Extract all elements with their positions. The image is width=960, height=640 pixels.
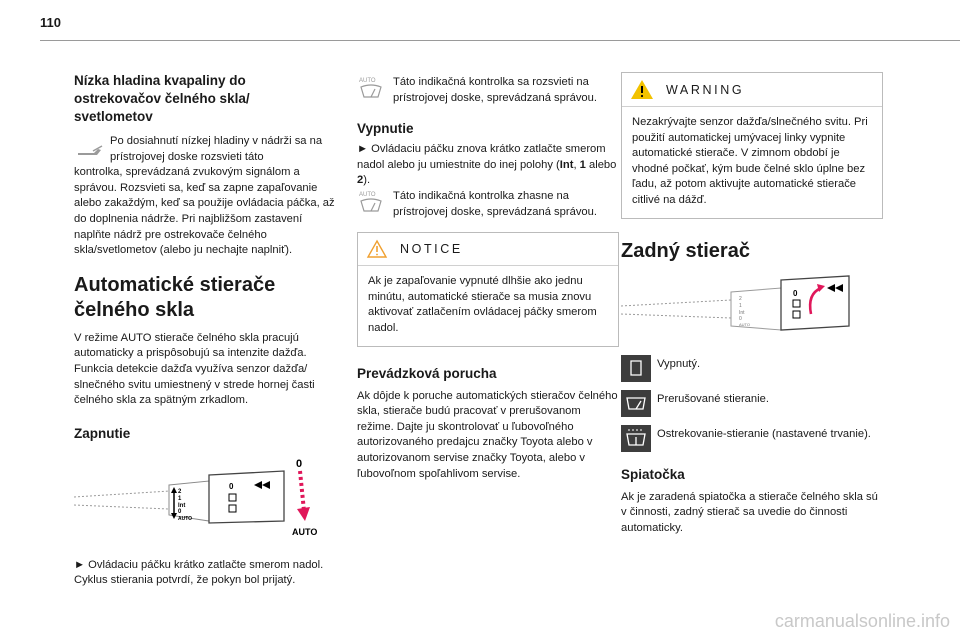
auto-wiper-indicator-icon	[357, 75, 389, 103]
svg-text:AUTO: AUTO	[359, 78, 376, 84]
auto-wipers-text: V režime AUTO stierače čelného skla pracujú automaticky a prispôsobujú sa intenzite dažďa. Funkcia detekcie dažďa využíva senzor dažďa/ slnečného svitu umiestnený v strede hornej časti čelného skla za spätným zrkadlom.	[74, 331, 315, 407]
rear-wiper-title: Zadný stierač	[621, 239, 750, 262]
washer-fluid-icon	[74, 138, 106, 166]
rear-lever-mark-int: Int	[739, 309, 745, 316]
notice-title: NOTICE	[400, 242, 463, 257]
notice-triangle-icon	[366, 239, 388, 259]
porucha-title: Prevádzková porucha	[357, 365, 497, 381]
rear-lever-tip-mark: 0	[793, 288, 798, 298]
lever-mark-int: Int	[178, 502, 186, 509]
warning-header	[622, 73, 882, 107]
press-auto-label: AUTO	[292, 526, 318, 537]
rear-wash-wipe-icon	[621, 425, 651, 452]
rear-lever-mark-1: 1	[739, 302, 742, 309]
zapnutie-text: ► Ovládaciu páčku krátko zatlačte smerom nadol. Cyklus stierania potvrdí, že pokyn bol prijatý.	[74, 558, 324, 587]
rear-lever-mark-2: 2	[739, 295, 742, 302]
notice-text: Ak je zapaľovanie vypnuté dlhšie ako jednu minútu, automatické stierače sa musia znovu aktivovať zatlačením ovládacej páčky smerom nadol.	[368, 275, 597, 334]
vypnutie-title: Vypnutie	[357, 121, 414, 137]
rear-lever-mark-auto: AUTO	[739, 321, 751, 327]
rear-wiper-off-icon	[621, 355, 651, 382]
lever-mark-1: 1	[178, 495, 182, 502]
watermark: carmanualsonline.info	[774, 611, 950, 631]
legend-text-off: Vypnutý.	[657, 357, 701, 370]
zapnutie-title: Zapnutie	[74, 425, 131, 441]
legend-item-intermittent	[621, 390, 883, 417]
low-fluid-text: kontrolka, sprevádzaná zvukovým signálom a správou. Rozsvieti sa, keď sa zapne zapaľovanie alebo zakaždým, keď sa použije ovládacia páčka, až do doplnenia nádrže. Pri najbližšom zastavení naplňte nádrž pre ostrekovače čelného skla/svetlometov (alebo ju nechajte naplniť).	[74, 166, 335, 257]
column-middle	[357, 72, 619, 482]
header-rule	[40, 40, 960, 41]
column-left	[74, 72, 336, 589]
warning-text: Nezakrývajte senzor dažďa/slnečného svitu. Pri použití automatickej umývacej linky vypnite automatické stierače. V zimnom období je vhodné počkať, kým bude čelné sklo úplne bez ľadu, až potom aktivujte automatické stierače citlivé na dážď.	[632, 116, 868, 206]
warning-box	[621, 72, 883, 219]
auto-wiper-indicator-off-icon	[357, 189, 389, 217]
porucha-text: Ak dôjde k poruche automatických stieračov čelného skla, stierače budú pracovať v prerušovanom režime. Dajte ju skontrolovať u ľubovoľného autorizovaného predajcu značky Toyota alebo v autorizovanom servise značky Toyota, alebo v ľubovoľnom spoľahlivom servise.	[357, 389, 618, 480]
warning-triangle-icon	[630, 79, 654, 100]
lamp-off-paragraph	[357, 189, 619, 220]
legend-item-wash	[621, 425, 883, 452]
rear-wiper-lever-illustration	[621, 270, 883, 342]
spiatocka-title: Spiatočka	[621, 466, 685, 482]
notice-header	[358, 233, 618, 266]
rear-wiper-legend	[621, 355, 883, 452]
page-number: 110	[40, 15, 61, 30]
lever-mark-auto: AUTO	[178, 515, 193, 522]
lever-tip-mark: 0	[229, 481, 234, 491]
low-fluid-paragraph	[74, 134, 336, 259]
lever-mark-2: 2	[178, 488, 182, 495]
rear-wiper-intermittent-icon	[621, 390, 651, 417]
lamp-on-text: Táto indikačná kontrolka sa rozsvieti na prístrojovej doske, sprevádzaná správou.	[393, 76, 597, 104]
lamp-off-text: Táto indikačná kontrolka zhasne na prístrojovej doske, sprevádzaná správou.	[393, 189, 597, 218]
press-zero-label: 0	[296, 457, 303, 470]
lamp-on-paragraph	[357, 75, 619, 106]
svg-text:AUTO: AUTO	[359, 191, 376, 198]
lever-mark-0: 0	[178, 508, 182, 515]
section-low-fluid-title: Nízka hladina kvapaliny do ostrekovačov čelného skla/ svetlometov	[74, 73, 250, 124]
vypnutie-text: ► Ovládaciu páčku znova krátko zatlačte smerom nadol alebo ju umiestnite do inej polohy (Int, 1 alebo 2).	[357, 143, 617, 187]
section-auto-wipers-title: Automatické stierače čelného skla	[74, 273, 276, 321]
legend-text-intermittent: Prerušované stieranie.	[657, 392, 769, 405]
spiatocka-text: Ak je zaradená spiatočka a stierače čelného skla sú v činnosti, zadný stierač sa uvedie do činnosti automaticky.	[621, 490, 878, 534]
rear-lever-mark-0: 0	[739, 315, 742, 322]
legend-text-wash: Ostrekovanie-stieranie (nastavené trvanie).	[657, 427, 871, 440]
low-fluid-lead: Po dosiahnutí nízkej hladiny v nádrži sa na prístrojovej doske rozsvieti táto	[110, 135, 323, 163]
notice-box	[357, 232, 619, 346]
column-right	[621, 72, 883, 536]
wiper-lever-press-illustration	[74, 449, 336, 539]
warning-title: WARNING	[666, 82, 745, 97]
legend-item-off	[621, 355, 883, 382]
